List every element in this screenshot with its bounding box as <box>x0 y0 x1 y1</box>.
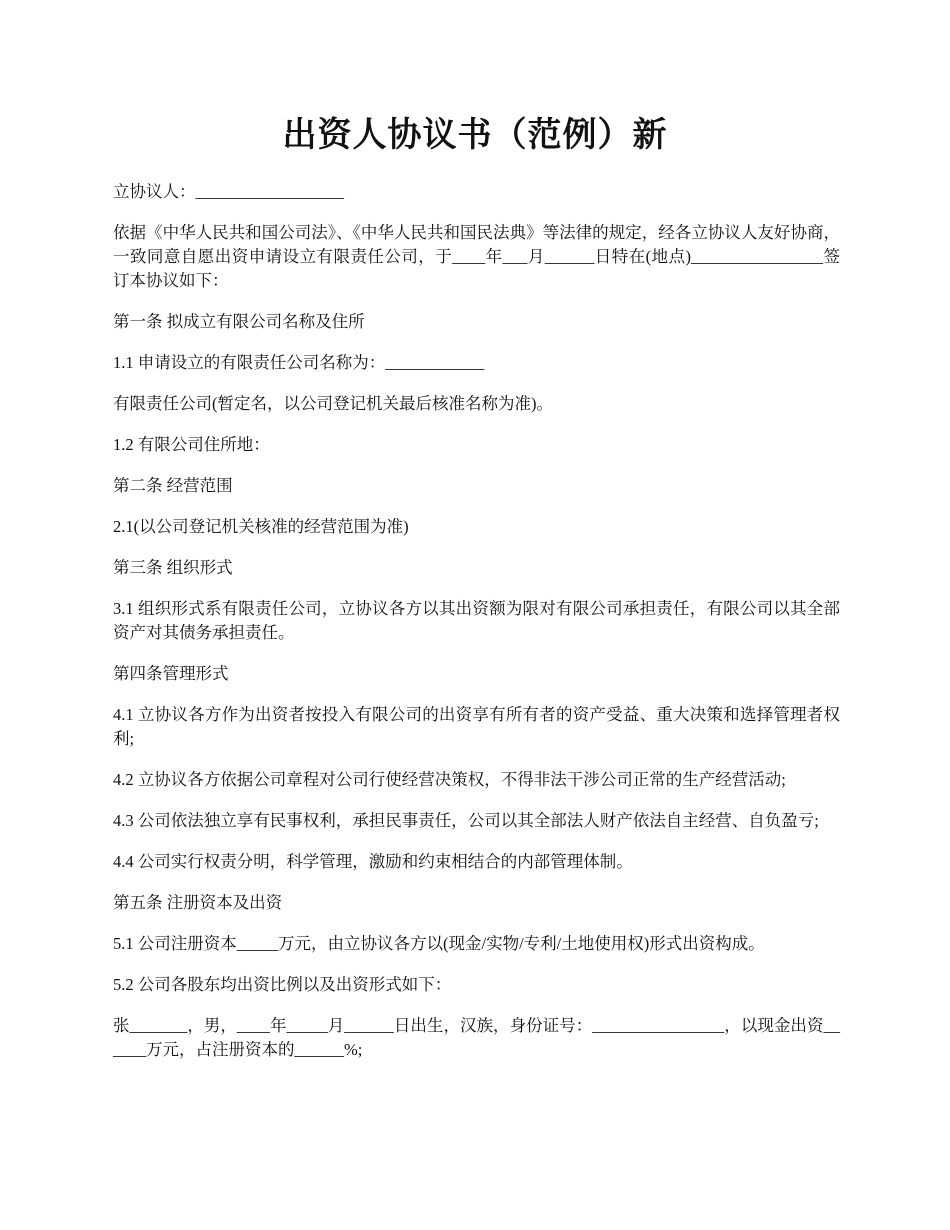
article-4-heading: 第四条管理形式 <box>113 664 229 683</box>
clause-1-2: 1.2 有限公司住所地： <box>113 435 270 454</box>
article-3-heading: 第三条 组织形式 <box>113 558 233 577</box>
clause-4-4: 4.4 公司实行权责分明，科学管理，激励和约束相结合的内部管理体制。 <box>113 852 633 871</box>
clause-4-3: 4.3 公司依法独立享有民事权利，承担民事责任，公司以其全部法人财产依法自主经营、自负盈亏; <box>113 811 819 830</box>
article-2-heading: 第二条 经营范围 <box>113 476 233 495</box>
clause-4-1: 4.1 立协议各方作为出资者按投入有限公司的出资享有所有者的资产受益、重大决策和选择管理者权利; <box>113 705 840 748</box>
article-1-heading: 第一条 拟成立有限公司名称及住所 <box>113 312 365 331</box>
clause-2-1: 2.1(以公司登记机关核准的经营范围为准) <box>113 517 409 536</box>
shareholder-entry: 张_______，男，____年_____月______日出生，汉族，身份证号：________________，以现金出资______万元，占注册资本的______%; <box>113 1016 840 1059</box>
article-5-heading: 第五条 注册资本及出资 <box>113 893 283 912</box>
clause-5-2: 5.2 公司各股东均出资比例以及出资形式如下： <box>113 975 452 994</box>
signatory-line: 立协议人：__________________ <box>113 182 344 201</box>
preamble-paragraph: 依据《中华人民共和国公司法》、《中华人民共和国民法典》等法律的规定，经各立协议人友好协商，一致同意自愿出资申请设立有限责任公司，于____年___月______日特在(地点)________________签订本协议如下： <box>113 223 840 290</box>
document-body <box>113 180 840 1079</box>
clause-1-1-note: 有限责任公司(暂定名，以公司登记机关最后核准名称为准)。 <box>113 394 553 413</box>
clause-5-1: 5.1 公司注册资本_____万元，由立协议各方以(现金/实物/专利/土地使用权)形式出资构成。 <box>113 934 765 953</box>
clause-1-1: 1.1 申请设立的有限责任公司名称为：____________ <box>113 353 485 372</box>
clause-4-2: 4.2 立协议各方依据公司章程对公司行使经营决策权，不得非法干涉公司正常的生产经营活动; <box>113 770 786 789</box>
clause-3-1: 3.1 组织形式系有限责任公司，立协议各方以其出资额为限对有限公司承担责任，有限公司以其全部资产对其债务承担责任。 <box>113 599 840 642</box>
document-title: 出资人协议书（范例）新 <box>282 117 668 154</box>
